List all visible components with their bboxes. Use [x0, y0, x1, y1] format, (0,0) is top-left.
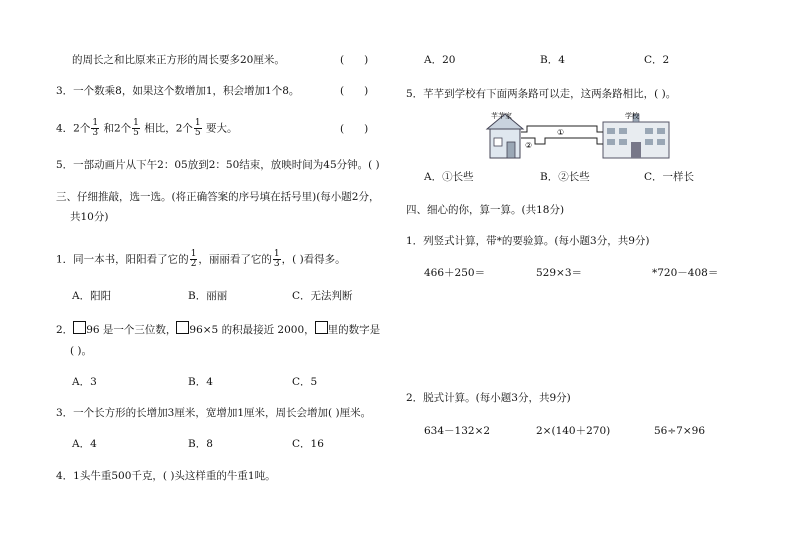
judge-question-3: 3．一个数乘8，如果这个数增加1，积会增加1个8。: [56, 85, 300, 97]
route-2-path: [521, 138, 603, 144]
q4-text-c: 相比，2个: [144, 122, 193, 135]
option-c[interactable]: C．16: [292, 438, 324, 450]
c2-text-d: 里的数字是: [327, 324, 381, 336]
c2-text-c: 96×5 的积最接近 2000，: [189, 324, 315, 336]
choice-question-3: 3．一个长方形的长增加3厘米，宽增加1厘米，周长会增加( )厘米。: [56, 407, 372, 419]
fraction-one-third: $\frac{1}{3}$: [273, 249, 280, 269]
option-b[interactable]: B．丽丽: [188, 290, 228, 302]
choice-question-2: [56, 321, 380, 337]
answer-paren[interactable]: ( ): [340, 123, 369, 135]
house-icon: [487, 114, 523, 158]
q2-continuation: 的周长之和比原来正方形的周长要多20厘米。: [72, 54, 285, 66]
calc-expression: 2×(140＋270): [536, 425, 611, 437]
c2-text-b: 96 是一个三位数，: [86, 324, 177, 336]
option-b[interactable]: B．4: [188, 376, 213, 388]
calc-expression: 529×3＝: [536, 267, 583, 279]
c1-text-b: ，丽丽看了它的: [198, 253, 272, 266]
choice-question-5: 5．芊芊到学校有下面两条路可以走，这两条路相比，( )。: [406, 88, 677, 100]
option-c[interactable]: C．2: [644, 54, 670, 66]
judge-question-4: [56, 119, 237, 138]
calc-expression: 56÷7×96: [654, 425, 705, 437]
q4-text-d: 要大。: [205, 122, 238, 135]
route-2-label: ②: [525, 141, 533, 150]
c1-text-c: ，( )看得多。: [281, 253, 346, 266]
option-c[interactable]: C．无法判断: [292, 290, 353, 302]
fraction-one-third: $\frac{1}{3}$: [92, 118, 99, 138]
option-a[interactable]: A．3: [72, 376, 97, 388]
blank-box[interactable]: [73, 321, 86, 334]
c2-text-a: 2．: [56, 324, 74, 336]
q4-text-a: 4．2个: [56, 122, 91, 135]
fraction-one-half: $\frac{1}{2}$: [190, 249, 197, 269]
calc-expression: *720－408＝: [652, 267, 719, 279]
option-a[interactable]: A．①长些: [424, 171, 474, 183]
judge-question-5: 5．一部动画片从下午2：05放到2：50结束，放映时间为45分钟。( ): [56, 159, 380, 171]
option-a[interactable]: A．20: [424, 54, 456, 66]
home-label: 芊芊家: [491, 113, 512, 120]
choice-question-1: [56, 250, 346, 269]
option-c[interactable]: C．5: [292, 376, 318, 388]
subsection-2-title: 2．脱式计算。(每小题3分，共9分): [406, 392, 571, 404]
route-1-label: ①: [557, 128, 565, 137]
c1-text-a: 1．同一本书，阳阳看了它的: [56, 253, 189, 266]
answer-paren[interactable]: ( ): [340, 85, 369, 97]
blank-box[interactable]: [315, 321, 328, 334]
choice-question-4: 4．1头牛重500千克，( )头这样重的牛重1吨。: [56, 470, 276, 482]
subsection-1-title: 1．列竖式计算，带*的要验算。(每小题3分，共9分): [406, 235, 650, 247]
blank-box[interactable]: [176, 321, 189, 334]
calc-expression: 466＋250＝: [424, 267, 486, 279]
school-label: 学校: [625, 113, 639, 120]
option-b[interactable]: B．8: [188, 438, 213, 450]
q4-text-b: 和2个: [103, 122, 132, 135]
answer-paren[interactable]: ( ): [340, 54, 369, 66]
school-icon: [603, 114, 669, 158]
route-figure: [485, 108, 675, 162]
option-a[interactable]: A．4: [72, 438, 97, 450]
calc-expression: 634－132×2: [424, 425, 491, 437]
option-a[interactable]: A．阳阳: [72, 290, 112, 302]
section-4-title: 四、细心的你，算一算。(共18分): [406, 204, 565, 216]
option-b[interactable]: B．②长些: [540, 171, 590, 183]
answer-paren[interactable]: ( )。: [70, 345, 93, 357]
section-3-title-cont: 共10分): [70, 211, 109, 223]
option-b[interactable]: B．4: [540, 54, 565, 66]
option-c[interactable]: C．一样长: [644, 171, 695, 183]
section-3-title: 三、仔细推敲，选一选。(将正确答案的序号填在括号里)(每小题2分，: [56, 191, 380, 203]
fraction-one-fifth: $\frac{1}{5}$: [194, 118, 201, 138]
fraction-one-fifth: $\frac{1}{5}$: [133, 118, 139, 138]
